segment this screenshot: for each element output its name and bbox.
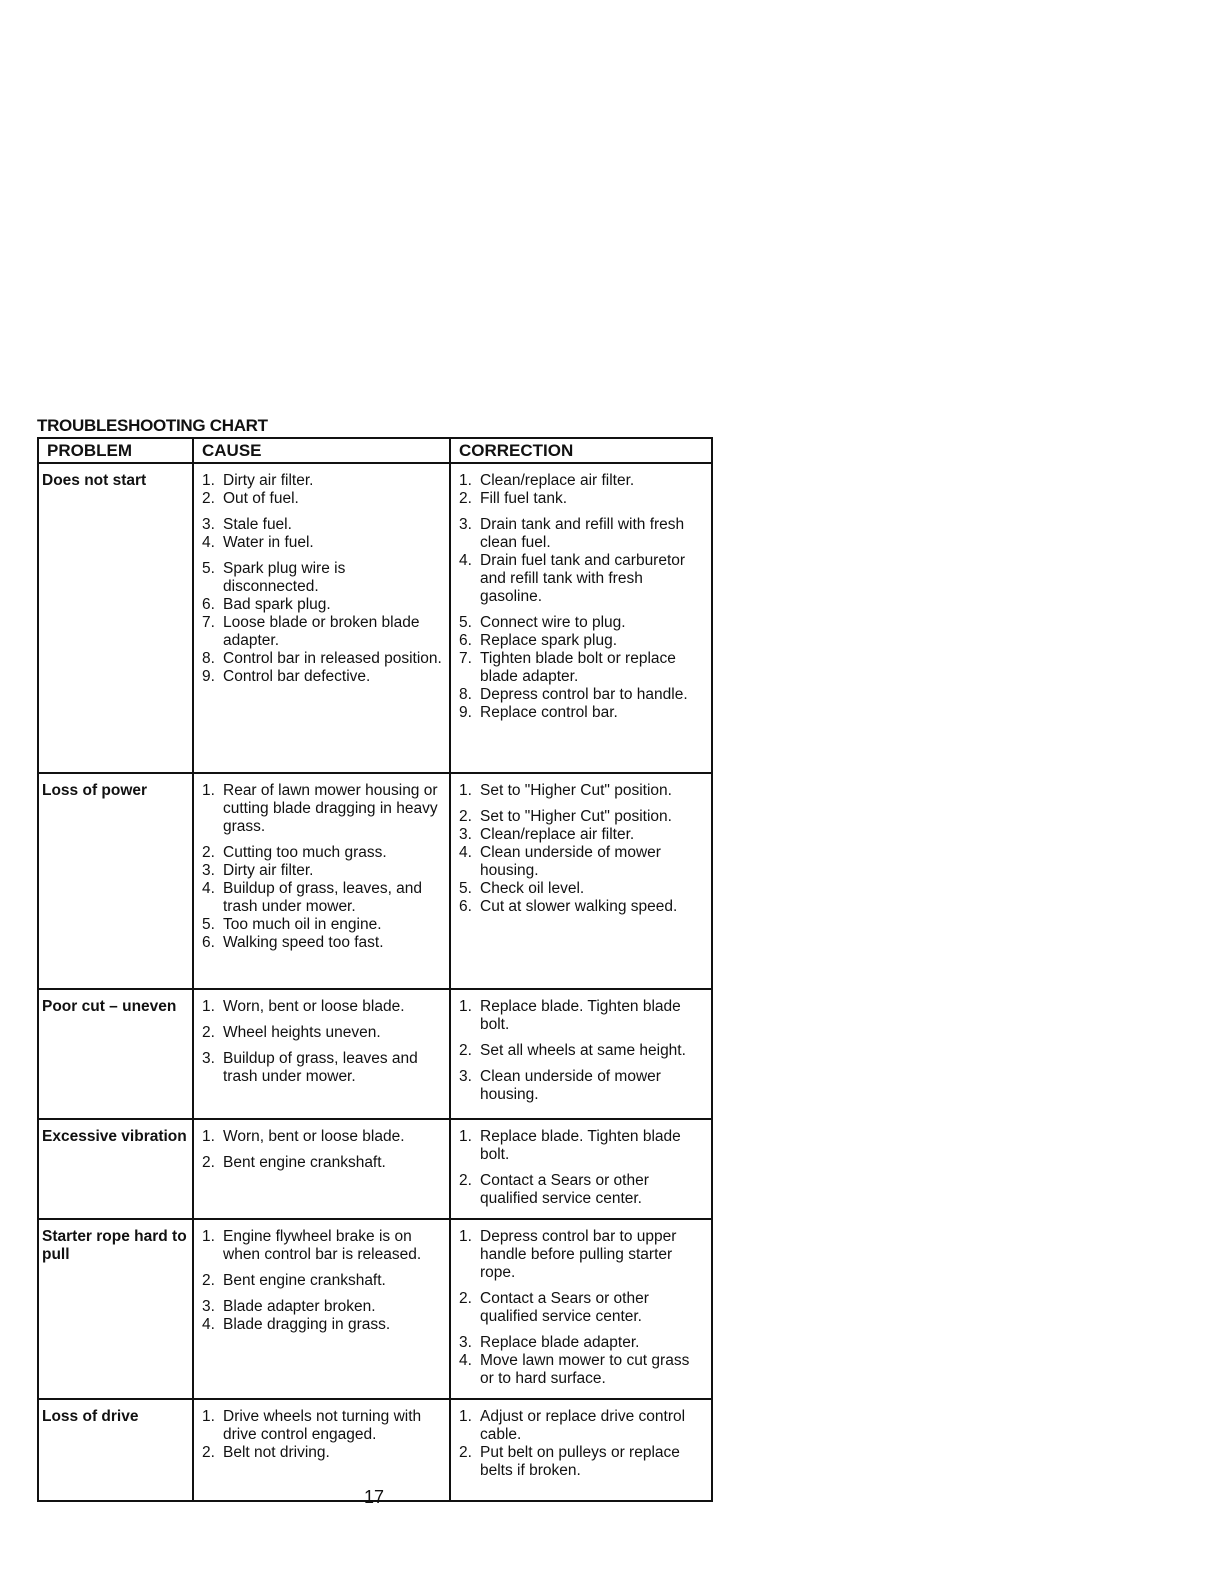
correction-text: Tighten blade bolt or replace blade adapter. [480, 650, 676, 685]
correction-text: Clean underside of mower housing. [480, 844, 661, 879]
cause-item [198, 916, 445, 934]
table-row [38, 1399, 712, 1501]
cause-item [198, 534, 445, 552]
item-number: 3. [202, 1298, 215, 1315]
correction-text: Contact a Sears or other qualified service center. [480, 1172, 649, 1207]
problem-cell [38, 989, 193, 1119]
item-number: 2. [202, 490, 215, 507]
item-number: 3. [459, 1334, 472, 1351]
cause-text: Loose blade or broken blade adapter. [223, 614, 420, 649]
item-number: 8. [202, 650, 215, 667]
cause-text: Water in fuel. [223, 534, 314, 551]
cause-text: Control bar defective. [223, 668, 371, 685]
cause-text: Buildup of grass, leaves and trash under mower. [223, 1050, 418, 1085]
correction-item [455, 1352, 707, 1388]
correction-item [455, 552, 707, 606]
item-number: 5. [202, 916, 215, 933]
problem-cell [38, 1119, 193, 1219]
cause-cell [193, 463, 450, 773]
cause-item [198, 782, 445, 836]
cause-text: Too much oil in engine. [223, 916, 382, 933]
correction-text: Connect wire to plug. [480, 614, 626, 631]
correction-cell [450, 989, 712, 1119]
item-number: 6. [202, 934, 215, 951]
correction-text: Clean/replace air filter. [480, 472, 635, 489]
item-number: 4. [459, 552, 472, 569]
item-number: 1. [459, 782, 472, 799]
cause-cell [193, 1399, 450, 1501]
cause-cell [193, 773, 450, 989]
correction-item [455, 472, 707, 490]
problem-cell [38, 773, 193, 989]
table-row [38, 773, 712, 989]
cause-item [198, 998, 445, 1016]
correction-text: Contact a Sears or other qualified service center. [480, 1290, 649, 1325]
item-number: 4. [202, 534, 215, 551]
item-number: 4. [459, 844, 472, 861]
problem-label: Starter rope hard to pull [42, 1228, 187, 1263]
cause-item [198, 934, 445, 952]
correction-item [455, 650, 707, 686]
correction-item [455, 826, 707, 844]
correction-item [455, 1444, 707, 1480]
correction-text: Fill fuel tank. [480, 490, 568, 507]
cause-item [198, 596, 445, 614]
header-row [38, 438, 712, 463]
item-number: 2. [459, 808, 472, 825]
item-number: 4. [202, 1316, 215, 1333]
cause-cell [193, 1119, 450, 1219]
item-number: 2. [202, 1154, 215, 1171]
item-number: 1. [459, 998, 472, 1015]
item-number: 1. [202, 782, 215, 799]
correction-text: Move lawn mower to cut grass or to hard surface. [480, 1352, 690, 1387]
cause-text: Stale fuel. [223, 516, 292, 533]
item-number: 9. [459, 704, 472, 721]
correction-text: Replace control bar. [480, 704, 618, 721]
item-number: 2. [459, 1172, 472, 1189]
cause-item [198, 862, 445, 880]
problem-cell [38, 1399, 193, 1501]
cause-text: Dirty air filter. [223, 862, 314, 879]
cause-item [198, 1050, 445, 1086]
cause-text: Bad spark plug. [223, 596, 331, 613]
table-body [38, 463, 712, 1501]
item-number: 5. [202, 560, 215, 577]
correction-cell [450, 1119, 712, 1219]
correction-cell [450, 1219, 712, 1399]
cause-text: Blade dragging in grass. [223, 1316, 391, 1333]
correction-text: Depress control bar to handle. [480, 686, 688, 703]
item-number: 1. [459, 1408, 472, 1425]
table-row [38, 989, 712, 1119]
item-number: 1. [459, 1228, 472, 1245]
header-problem: PROBLEM [38, 438, 193, 463]
item-number: 3. [202, 516, 215, 533]
item-number: 6. [459, 898, 472, 915]
table-row [38, 463, 712, 773]
cause-item [198, 880, 445, 916]
correction-item [455, 1068, 707, 1104]
cause-cell [193, 989, 450, 1119]
item-number: 8. [459, 686, 472, 703]
problem-cell [38, 463, 193, 773]
item-number: 3. [459, 516, 472, 533]
correction-item [455, 1290, 707, 1326]
correction-item [455, 614, 707, 632]
correction-text: Set all wheels at same height. [480, 1042, 686, 1059]
table-row [38, 1119, 712, 1219]
page-number: 17 [363, 1487, 385, 1507]
correction-text: Clean/replace air filter. [480, 826, 635, 843]
correction-text: Set to "Higher Cut" position. [480, 782, 672, 799]
correction-text: Replace blade adapter. [480, 1334, 640, 1351]
correction-item [455, 516, 707, 552]
correction-text: Set to "Higher Cut" position. [480, 808, 672, 825]
correction-item [455, 782, 707, 800]
item-number: 2. [459, 490, 472, 507]
table-row [38, 1219, 712, 1399]
problem-label: Loss of power [42, 782, 148, 799]
cause-cell [193, 1219, 450, 1399]
cause-text: Drive wheels not turning with drive control engaged. [223, 1408, 422, 1443]
correction-text: Clean underside of mower housing. [480, 1068, 661, 1103]
correction-text: Drain tank and refill with fresh clean fuel. [480, 516, 685, 551]
correction-text: Replace spark plug. [480, 632, 617, 649]
correction-item [455, 704, 707, 722]
correction-text: Depress control bar to upper handle before pulling starter rope. [480, 1228, 677, 1281]
chart-title: TROUBLESHOOTING CHART [37, 416, 268, 435]
item-number: 1. [202, 472, 215, 489]
item-number: 1. [202, 998, 215, 1015]
item-number: 2. [459, 1042, 472, 1059]
correction-item [455, 686, 707, 704]
cause-text: Dirty air filter. [223, 472, 314, 489]
item-number: 1. [202, 1408, 215, 1425]
cause-item [198, 490, 445, 508]
item-number: 1. [459, 1128, 472, 1145]
cause-text: Blade adapter broken. [223, 1298, 376, 1315]
correction-item [455, 998, 707, 1034]
item-number: 1. [202, 1128, 215, 1145]
cause-item [198, 1444, 445, 1462]
item-number: 1. [202, 1228, 215, 1245]
item-number: 2. [459, 1444, 472, 1461]
problem-cell [38, 1219, 193, 1399]
item-number: 7. [459, 650, 472, 667]
correction-text: Replace blade. Tighten blade bolt. [480, 1128, 681, 1163]
item-number: 3. [202, 862, 215, 879]
correction-text: Put belt on pulleys or replace belts if broken. [480, 1444, 680, 1479]
cause-item [198, 844, 445, 862]
problem-label: Does not start [42, 472, 147, 489]
cause-text: Spark plug wire is disconnected. [223, 560, 346, 595]
item-number: 3. [202, 1050, 215, 1067]
correction-item [455, 490, 707, 508]
troubleshooting-table [37, 437, 713, 1502]
cause-item [198, 1298, 445, 1316]
cause-text: Rear of lawn mower housing or cutting blade dragging in heavy grass. [223, 782, 438, 835]
header-cause: CAUSE [193, 438, 450, 463]
correction-item [455, 1128, 707, 1164]
cause-text: Cutting too much grass. [223, 844, 387, 861]
correction-item [455, 880, 707, 898]
item-number: 1. [459, 472, 472, 489]
item-number: 6. [459, 632, 472, 649]
item-number: 4. [202, 880, 215, 897]
cause-item [198, 614, 445, 650]
correction-item [455, 1228, 707, 1282]
cause-item [198, 472, 445, 490]
cause-item [198, 1272, 445, 1290]
correction-text: Cut at slower walking speed. [480, 898, 678, 915]
cause-item [198, 650, 445, 668]
cause-item [198, 1316, 445, 1334]
cause-text: Bent engine crankshaft. [223, 1154, 386, 1171]
cause-item [198, 1154, 445, 1172]
problem-label: Poor cut – uneven [42, 998, 177, 1015]
correction-cell [450, 463, 712, 773]
cause-text: Belt not driving. [223, 1444, 330, 1461]
cause-item [198, 1024, 445, 1042]
correction-item [455, 1334, 707, 1352]
correction-item [455, 808, 707, 826]
cause-text: Engine flywheel brake is on when control bar is released. [223, 1228, 422, 1263]
cause-item [198, 1228, 445, 1264]
cause-item [198, 1408, 445, 1444]
correction-text: Drain fuel tank and carburetor and refill tank with fresh gasoline. [480, 552, 686, 605]
correction-text: Replace blade. Tighten blade bolt. [480, 998, 681, 1033]
cause-item [198, 1128, 445, 1146]
item-number: 3. [459, 1068, 472, 1085]
item-number: 2. [202, 1444, 215, 1461]
item-number: 4. [459, 1352, 472, 1369]
correction-text: Adjust or replace drive control cable. [480, 1408, 686, 1443]
correction-cell [450, 1399, 712, 1501]
item-number: 2. [202, 844, 215, 861]
item-number: 2. [202, 1272, 215, 1289]
correction-item [455, 632, 707, 650]
cause-item [198, 560, 445, 596]
cause-item [198, 516, 445, 534]
correction-item [455, 898, 707, 916]
cause-text: Buildup of grass, leaves, and trash under mower. [223, 880, 423, 915]
cause-text: Out of fuel. [223, 490, 299, 507]
problem-label: Loss of drive [42, 1408, 139, 1425]
correction-item [455, 1172, 707, 1208]
problem-label: Excessive vibration [42, 1128, 187, 1145]
correction-cell [450, 773, 712, 989]
item-number: 3. [459, 826, 472, 843]
cause-text: Wheel heights uneven. [223, 1024, 381, 1041]
item-number: 2. [459, 1290, 472, 1307]
item-number: 5. [459, 880, 472, 897]
cause-text: Bent engine crankshaft. [223, 1272, 386, 1289]
cause-item [198, 668, 445, 686]
item-number: 7. [202, 614, 215, 631]
cause-text: Worn, bent or loose blade. [223, 1128, 405, 1145]
item-number: 6. [202, 596, 215, 613]
correction-item [455, 1408, 707, 1444]
header-correction: CORRECTION [450, 438, 712, 463]
item-number: 5. [459, 614, 472, 631]
item-number: 9. [202, 668, 215, 685]
correction-item [455, 1042, 707, 1060]
item-number: 2. [202, 1024, 215, 1041]
correction-text: Check oil level. [480, 880, 585, 897]
cause-text: Worn, bent or loose blade. [223, 998, 405, 1015]
cause-text: Control bar in released position. [223, 650, 442, 667]
cause-text: Walking speed too fast. [223, 934, 384, 951]
correction-item [455, 844, 707, 880]
